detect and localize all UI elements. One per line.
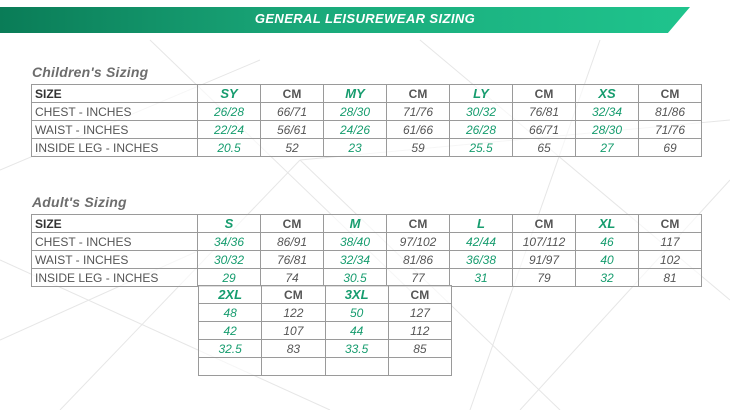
row-label-waist: WAIST - INCHES [32, 251, 198, 269]
table-cell [388, 358, 451, 376]
row-label-inside-leg: INSIDE LEG - INCHES [32, 139, 198, 157]
cm-header: CM [388, 286, 451, 304]
row-label-chest: CHEST - INCHES [32, 103, 198, 121]
table-row [32, 233, 702, 251]
table-cell: 31 [450, 269, 513, 287]
table-cell: 81/86 [387, 251, 450, 269]
size-s-header: S [198, 215, 261, 233]
row-label-chest: CHEST - INCHES [32, 233, 198, 251]
cm-header: CM [261, 85, 324, 103]
size-header: SIZE [32, 85, 198, 103]
table-cell: 44 [325, 322, 388, 340]
table-cell: 76/81 [513, 103, 576, 121]
table-cell [262, 358, 325, 376]
size-ly-header: LY [450, 85, 513, 103]
cm-header: CM [513, 215, 576, 233]
table-cell: 122 [262, 304, 325, 322]
table-cell: 22/24 [198, 121, 261, 139]
table-cell: 74 [261, 269, 324, 287]
table-cell: 59 [387, 139, 450, 157]
table-cell: 56/61 [261, 121, 324, 139]
table-cell: 81/86 [639, 103, 702, 121]
table-cell: 102 [639, 251, 702, 269]
table-cell: 42 [199, 322, 262, 340]
table-cell: 25.5 [450, 139, 513, 157]
table-cell [325, 358, 388, 376]
table-header-row [32, 85, 702, 103]
table-cell: 26/28 [450, 121, 513, 139]
table-cell: 32 [576, 269, 639, 287]
table-row [199, 322, 452, 340]
table-cell: 77 [387, 269, 450, 287]
size-my-header: MY [324, 85, 387, 103]
size-sy-header: SY [198, 85, 261, 103]
cm-header: CM [262, 286, 325, 304]
row-label-inside-leg: INSIDE LEG - INCHES [32, 269, 198, 287]
children-sizing-table [31, 84, 702, 157]
table-cell: 79 [513, 269, 576, 287]
table-cell: 28/30 [324, 103, 387, 121]
table-cell: 107 [262, 322, 325, 340]
table-cell: 36/38 [450, 251, 513, 269]
table-row [199, 358, 452, 376]
table-cell: 71/76 [639, 121, 702, 139]
adult-extended-sizes-table [198, 285, 452, 376]
table-row [32, 121, 702, 139]
table-cell: 107/112 [513, 233, 576, 251]
table-cell [199, 358, 262, 376]
cm-header: CM [639, 215, 702, 233]
size-xs-header: XS [576, 85, 639, 103]
table-cell: 65 [513, 139, 576, 157]
table-cell: 34/36 [198, 233, 261, 251]
table-row [32, 103, 702, 121]
table-cell: 112 [388, 322, 451, 340]
cm-header: CM [387, 215, 450, 233]
table-cell: 32/34 [576, 103, 639, 121]
table-cell: 24/26 [324, 121, 387, 139]
table-cell: 127 [388, 304, 451, 322]
table-cell: 32/34 [324, 251, 387, 269]
banner-title: GENERAL LEISUREWEAR SIZING [254, 11, 476, 26]
table-cell: 83 [262, 340, 325, 358]
table-cell: 86/91 [261, 233, 324, 251]
table-row [32, 251, 702, 269]
table-cell: 38/40 [324, 233, 387, 251]
table-row [199, 340, 452, 358]
table-cell: 26/28 [198, 103, 261, 121]
size-2xl-header: 2XL [199, 286, 262, 304]
table-cell: 97/102 [387, 233, 450, 251]
table-cell: 29 [198, 269, 261, 287]
size-l-header: L [450, 215, 513, 233]
cm-header: CM [261, 215, 324, 233]
adult-sizing-title: Adult's Sizing [32, 194, 127, 210]
table-cell: 69 [639, 139, 702, 157]
size-header: SIZE [32, 215, 198, 233]
table-row [32, 139, 702, 157]
size-m-header: M [324, 215, 387, 233]
size-3xl-header: 3XL [325, 286, 388, 304]
children-sizing-title: Children's Sizing [32, 64, 149, 80]
adult-sizing-table [31, 214, 702, 287]
table-cell: 76/81 [261, 251, 324, 269]
table-row [32, 269, 702, 287]
cm-header: CM [387, 85, 450, 103]
size-xl-header: XL [576, 215, 639, 233]
cm-header: CM [639, 85, 702, 103]
table-cell: 91/97 [513, 251, 576, 269]
table-header-row [199, 286, 452, 304]
table-cell: 23 [324, 139, 387, 157]
table-cell: 52 [261, 139, 324, 157]
table-cell: 20.5 [198, 139, 261, 157]
table-cell: 48 [199, 304, 262, 322]
table-cell: 117 [639, 233, 702, 251]
table-cell: 28/30 [576, 121, 639, 139]
table-row [199, 304, 452, 322]
table-cell: 30/32 [450, 103, 513, 121]
table-cell: 40 [576, 251, 639, 269]
table-header-row [32, 215, 702, 233]
table-cell: 50 [325, 304, 388, 322]
table-cell: 32.5 [199, 340, 262, 358]
table-cell: 61/66 [387, 121, 450, 139]
table-cell: 30/32 [198, 251, 261, 269]
table-cell: 46 [576, 233, 639, 251]
row-label-waist: WAIST - INCHES [32, 121, 198, 139]
table-cell: 81 [639, 269, 702, 287]
cm-header: CM [513, 85, 576, 103]
table-cell: 30.5 [324, 269, 387, 287]
table-cell: 71/76 [387, 103, 450, 121]
table-cell: 33.5 [325, 340, 388, 358]
table-cell: 66/71 [261, 103, 324, 121]
table-cell: 85 [388, 340, 451, 358]
table-cell: 27 [576, 139, 639, 157]
table-cell: 42/44 [450, 233, 513, 251]
table-cell: 66/71 [513, 121, 576, 139]
